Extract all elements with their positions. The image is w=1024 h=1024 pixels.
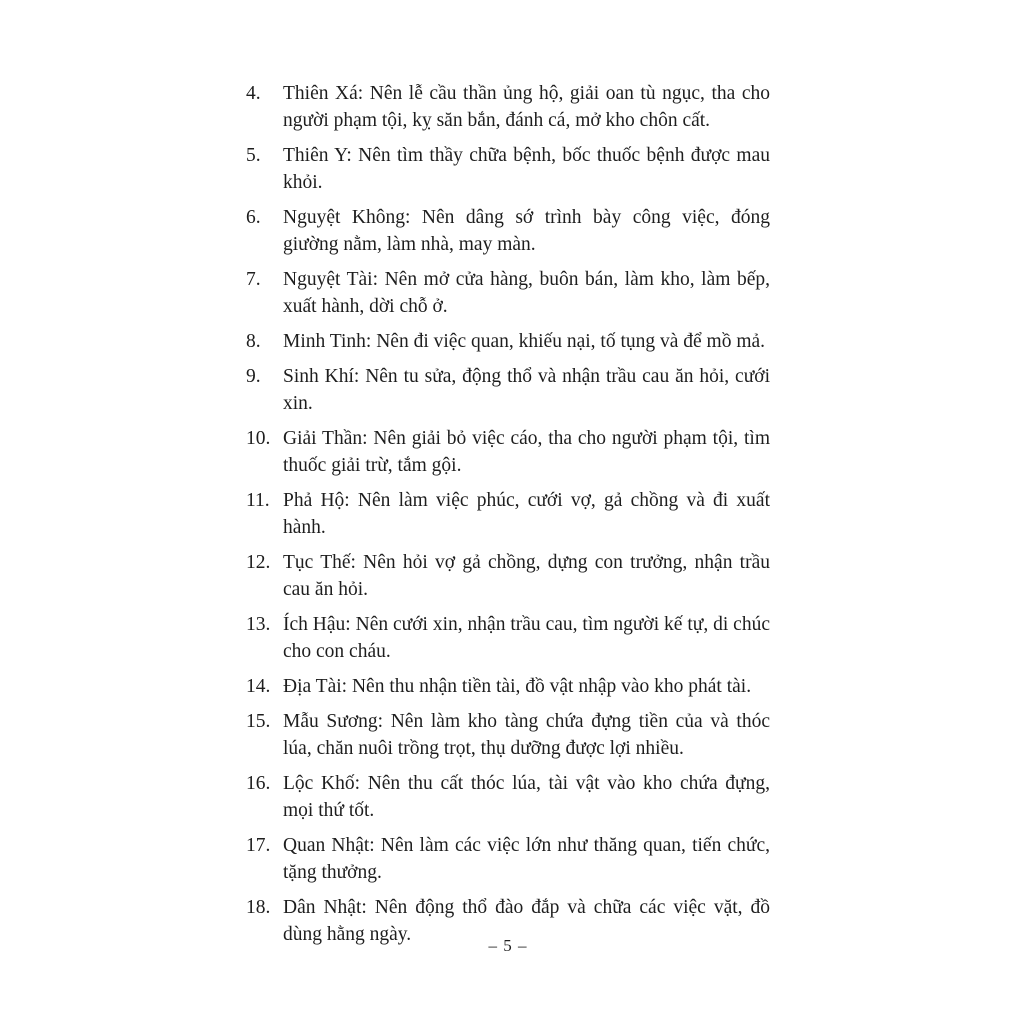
list-item-number: 8. [246, 331, 261, 352]
list-item [246, 549, 770, 603]
list-item-text: Nguyệt Tài: Nên mở cửa hàng, buôn bán, làm kho, làm bếp, xuất hành, dời chỗ ở. [283, 269, 770, 317]
page-footer [246, 936, 770, 956]
list-item-number: 5. [246, 145, 261, 166]
list-item-number: 12. [246, 552, 271, 573]
list-item [246, 673, 770, 700]
list-item-text: Thiên Xá: Nên lễ cầu thần ủng hộ, giải oan tù ngục, tha cho người phạm tội, kỵ săn bắn, đánh cá, mở kho chôn cất. [283, 83, 770, 131]
list-item-text: Mẫu Sương: Nên làm kho tàng chứa đựng tiền của và thóc lúa, chăn nuôi trồng trọt, thụ dưỡng được lợi nhiều. [283, 711, 770, 759]
list-item-number: 9. [246, 366, 261, 387]
list-item-text: Dân Nhật: Nên động thổ đào đắp và chữa các việc vặt, đồ dùng hằng ngày. [283, 897, 770, 945]
list-item [246, 708, 770, 762]
list-item-text: Lộc Khố: Nên thu cất thóc lúa, tài vật vào kho chứa đựng, mọi thứ tốt. [283, 773, 770, 821]
list-item [246, 328, 770, 355]
list-item-number: 16. [246, 773, 271, 794]
page-number: – 5 – [488, 936, 528, 955]
list-item-text: Giải Thần: Nên giải bỏ việc cáo, tha cho người phạm tội, tìm thuốc giải trừ, tắm gội. [283, 428, 770, 476]
list-item-number: 7. [246, 269, 261, 290]
list-item [246, 142, 770, 196]
list-item-text: Thiên Y: Nên tìm thầy chữa bệnh, bốc thuốc bệnh được mau khỏi. [283, 145, 770, 193]
list-item-number: 18. [246, 897, 271, 918]
list-item-text: Quan Nhật: Nên làm các việc lớn như thăng quan, tiến chức, tặng thưởng. [283, 835, 770, 883]
list-item [246, 266, 770, 320]
list-item [246, 487, 770, 541]
list-item-number: 17. [246, 835, 271, 856]
list-item-text: Tục Thế: Nên hỏi vợ gả chồng, dựng con trưởng, nhận trầu cau ăn hỏi. [283, 552, 770, 600]
list-item-text: Địa Tài: Nên thu nhận tiền tài, đồ vật nhập vào kho phát tài. [283, 676, 752, 697]
list-item-text: Ích Hậu: Nên cưới xin, nhận trầu cau, tìm người kế tự, di chúc cho con cháu. [283, 614, 770, 662]
list-item-number: 15. [246, 711, 271, 732]
list-item-number: 6. [246, 207, 261, 228]
list-item [246, 363, 770, 417]
list-item-text: Nguyệt Không: Nên dâng sớ trình bày công việc, đóng giường nằm, làm nhà, may màn. [283, 207, 770, 255]
list-item-text: Minh Tinh: Nên đi việc quan, khiếu nại, tố tụng và để mồ mả. [283, 331, 766, 352]
list-item [246, 80, 770, 134]
list-item [246, 425, 770, 479]
list-item-number: 11. [246, 490, 270, 511]
list-item-number: 14. [246, 676, 271, 697]
list-item-number: 13. [246, 614, 271, 635]
numbered-list [246, 80, 770, 956]
list-item-text: Phả Hộ: Nên làm việc phúc, cưới vợ, gả chồng và đi xuất hành. [283, 490, 770, 538]
list-item [246, 611, 770, 665]
list-item-number: 10. [246, 428, 271, 449]
list-item-text: Sinh Khí: Nên tu sửa, động thổ và nhận trầu cau ăn hỏi, cưới xin. [283, 366, 770, 414]
list-item [246, 204, 770, 258]
list-item-number: 4. [246, 83, 261, 104]
list-item [246, 770, 770, 824]
list-item [246, 832, 770, 886]
